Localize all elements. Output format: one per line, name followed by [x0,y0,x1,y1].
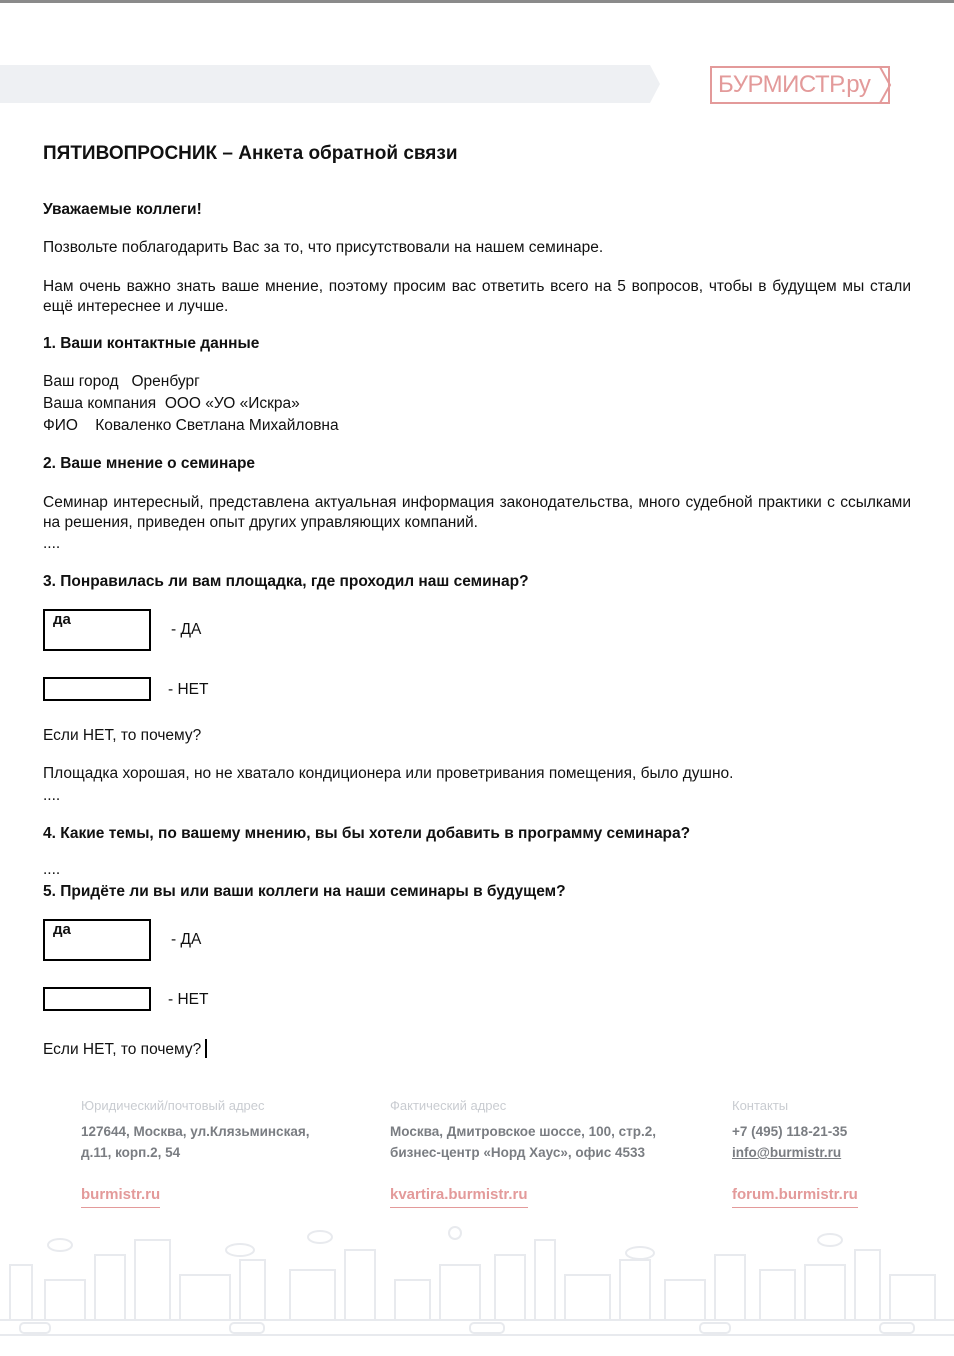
footer-legal-text [81,1121,341,1163]
question-3-ellipsis: .... [43,787,61,804]
city-value[interactable]: Оренбург [131,373,200,390]
company-row [43,395,911,413]
footer-link-kvartira[interactable]: kvartira.burmistr.ru [390,1186,528,1208]
question-3-no-label: - НЕТ [168,681,209,698]
text-cursor [205,1039,207,1058]
page-title: ПЯТИВОПРОСНИК – Анкета обратной связи [43,143,458,164]
footer-actual-address [390,1098,690,1163]
question-5-no-label: - НЕТ [168,991,209,1008]
footer-actual-text [390,1121,690,1163]
footer-actual-line1: Москва, Дмитровское шоссе, 100, стр.2, [390,1124,657,1139]
company-label: Ваша компания [43,395,157,412]
question-1-heading: 1. Ваши контактные данные [43,335,260,352]
footer-contacts-text [732,1121,932,1163]
question-3-heading: 3. Понравилась ли вам площадка, где проходил наш семинар? [43,573,529,590]
footer-email[interactable]: info@burmistr.ru [732,1145,842,1160]
header-band [0,65,660,103]
logo-text: БУРМИСТР.ру [710,66,890,104]
question-2-heading: 2. Ваше мнение о семинаре [43,455,256,472]
footer-legal-line2: д.11, корп.2, 54 [81,1145,181,1160]
footer-link-forum[interactable]: forum.burmistr.ru [732,1186,858,1208]
question-3-yes-label: - ДА [171,621,202,638]
question-3-yes-box[interactable]: да [43,609,151,651]
question-5-heading: 5. Придёте ли вы или ваши коллеги на наши семинары в будущем? [43,883,566,900]
footer-link-burmistr[interactable]: burmistr.ru [81,1186,160,1208]
question-5-why-row[interactable] [43,1039,911,1059]
question-2-answer[interactable]: Семинар интересный, представлена актуальная информация законодательства, много судебной практики с ссылками на решения, приведен опыт других управляющих компаний. [43,494,911,531]
logo-tail-icon [878,66,892,104]
intro-paragraph-2: Нам очень важно знать ваше мнение, поэтому просим вас ответить всего на 5 вопросов, чтобы в будущем мы стали ещё интереснее и лучше. [43,278,911,315]
question-5-yes-label: - ДА [171,931,202,948]
burmistr-logo [710,66,888,104]
footer-legal-address [81,1098,341,1163]
footer-actual-caption: Фактический адрес [390,1098,507,1113]
name-value[interactable]: Коваленко Светлана Михайловна [95,417,339,434]
name-row [43,417,911,435]
question-4-heading: 4. Какие темы, по вашему мнению, вы бы хотели добавить в программу семинара? [43,825,691,842]
footer-actual-line2: бизнес-центр «Норд Хаус», офис 4533 [390,1145,645,1160]
question-3-why-label: Если НЕТ, то почему? [43,727,202,744]
footer-contacts [732,1098,932,1163]
city-skyline-illustration [0,1225,954,1356]
question-3-why-answer[interactable]: Площадка хорошая, но не хватало кондиционера или проветривания помещения, было душно. [43,765,734,782]
company-value[interactable]: ООО «УО «Искра» [164,395,300,412]
question-3-no-box[interactable] [43,677,151,701]
name-label: ФИО [43,417,78,434]
footer-legal-caption: Юридический/почтовый адрес [81,1098,265,1113]
question-5-why-label: Если НЕТ, то почему? [43,1041,202,1058]
question-5-no-box[interactable] [43,987,151,1011]
question-2-ellipsis: .... [43,535,61,552]
question-5-yes-box[interactable]: да [43,919,151,961]
city-row [43,373,911,391]
top-border [0,0,954,3]
footer-contacts-caption: Контакты [732,1098,789,1113]
greeting: Уважаемые коллеги! [43,201,202,218]
footer-phone[interactable]: +7 (495) 118-21-35 [732,1124,848,1139]
city-label: Ваш город [43,373,119,390]
intro-paragraph-1: Позвольте поблагодарить Вас за то, что присутствовали на нашем семинаре. [43,239,604,256]
footer-legal-line1: 127644, Москва, ул.Клязьминская, [81,1124,310,1139]
question-4-ellipsis: .... [43,861,61,878]
